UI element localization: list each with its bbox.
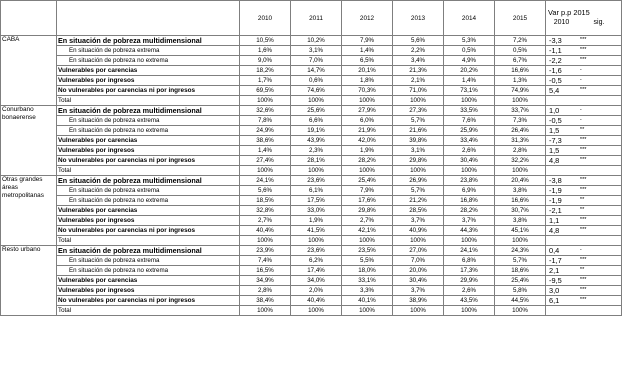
significance-cell: -	[577, 246, 622, 256]
significance-cell: ***	[577, 216, 622, 226]
value-cell: 3,7%	[444, 216, 495, 226]
variation-subheader	[546, 18, 621, 28]
value-cell: 38,4%	[240, 296, 291, 306]
value-cell: 9,0%	[240, 56, 291, 66]
value-cell: 0,5%	[444, 46, 495, 56]
table-row	[1, 236, 622, 246]
value-cell: 100%	[495, 166, 546, 176]
value-cell: 26,9%	[393, 176, 444, 186]
category-label: No vulnerables por carencias ni por ingresos	[57, 296, 240, 306]
significance-cell: ***	[577, 186, 622, 196]
variation-cell: -1,9	[546, 186, 577, 196]
value-cell: 21,6%	[393, 126, 444, 136]
value-cell: 2,0%	[291, 286, 342, 296]
value-cell: 33,0%	[291, 206, 342, 216]
value-cell: 2,6%	[444, 146, 495, 156]
value-cell: 24,3%	[495, 246, 546, 256]
value-cell: 1,6%	[240, 46, 291, 56]
significance-cell: ***	[577, 276, 622, 286]
value-cell: 45,1%	[495, 226, 546, 236]
table-row	[1, 46, 622, 56]
value-cell: 20,1%	[342, 66, 393, 76]
variation-base-year: 2010	[553, 19, 570, 26]
category-label: En situación de pobreza no extrema	[57, 196, 240, 206]
value-cell: 100%	[342, 236, 393, 246]
significance-cell: **	[577, 206, 622, 216]
category-label: Vulnerables por carencias	[57, 276, 240, 286]
category-label: Total	[57, 306, 240, 316]
category-label: Vulnerables por ingresos	[57, 286, 240, 296]
table-row	[1, 196, 622, 206]
value-cell: 7,0%	[291, 56, 342, 66]
significance-cell: ***	[577, 176, 622, 186]
category-label: Vulnerables por carencias	[57, 66, 240, 76]
header-blank-region	[1, 1, 57, 36]
header-year: 2013	[393, 1, 444, 36]
variation-cell: 3,0	[546, 286, 577, 296]
value-cell: 24,1%	[240, 176, 291, 186]
variation-cell: -0,5	[546, 76, 577, 86]
variation-cell: -7,3	[546, 136, 577, 146]
value-cell: 10,2%	[291, 36, 342, 46]
value-cell: 1,3%	[495, 76, 546, 86]
value-cell: 100%	[291, 236, 342, 246]
value-cell: 23,6%	[291, 176, 342, 186]
value-cell: 5,7%	[393, 186, 444, 196]
category-label: En situación de pobreza multidimensional	[57, 246, 240, 256]
table-row	[1, 296, 622, 306]
significance-cell: **	[577, 266, 622, 276]
category-label: En situación de pobreza no extrema	[57, 56, 240, 66]
value-cell: 27,3%	[393, 106, 444, 116]
header-year: 2014	[444, 1, 495, 36]
variation-cell: -9,5	[546, 276, 577, 286]
value-cell: 25,4%	[495, 276, 546, 286]
variation-header	[546, 1, 622, 36]
table-row	[1, 146, 622, 156]
value-cell: 2,7%	[240, 216, 291, 226]
value-cell: 70,3%	[342, 86, 393, 96]
variation-cell	[546, 166, 577, 176]
value-cell: 18,0%	[342, 266, 393, 276]
value-cell: 100%	[444, 306, 495, 316]
category-label: En situación de pobreza no extrema	[57, 266, 240, 276]
significance-cell: ***	[577, 156, 622, 166]
value-cell: 32,2%	[495, 156, 546, 166]
variation-cell: -1,6	[546, 66, 577, 76]
table-row	[1, 136, 622, 146]
table-row	[1, 256, 622, 266]
significance-cell	[577, 166, 622, 176]
value-cell: 100%	[495, 236, 546, 246]
value-cell: 100%	[495, 306, 546, 316]
value-cell: 7,4%	[240, 256, 291, 266]
table-row	[1, 66, 622, 76]
value-cell: 34,0%	[291, 276, 342, 286]
value-cell: 100%	[393, 96, 444, 106]
significance-cell: ***	[577, 146, 622, 156]
value-cell: 100%	[240, 306, 291, 316]
significance-cell: ***	[577, 36, 622, 46]
value-cell: 2,1%	[393, 76, 444, 86]
category-label: Vulnerables por ingresos	[57, 76, 240, 86]
value-cell: 33,7%	[495, 106, 546, 116]
value-cell: 30,7%	[495, 206, 546, 216]
value-cell: 100%	[342, 96, 393, 106]
header-row	[1, 1, 622, 36]
value-cell: 40,4%	[291, 296, 342, 306]
variation-cell: 1,5	[546, 146, 577, 156]
value-cell: 40,9%	[393, 226, 444, 236]
value-cell: 100%	[444, 96, 495, 106]
value-cell: 100%	[444, 166, 495, 176]
significance-label: sig.	[593, 19, 605, 26]
value-cell: 7,6%	[444, 116, 495, 126]
table-row	[1, 126, 622, 136]
value-cell: 100%	[393, 306, 444, 316]
variation-cell	[546, 96, 577, 106]
value-cell: 73,1%	[444, 86, 495, 96]
category-label: Total	[57, 166, 240, 176]
significance-cell: -	[577, 66, 622, 76]
value-cell: 1,4%	[240, 146, 291, 156]
value-cell: 43,5%	[444, 296, 495, 306]
variation-title: Var p.p 2015	[548, 8, 590, 17]
value-cell: 6,1%	[291, 186, 342, 196]
variation-cell: -0,5	[546, 116, 577, 126]
significance-cell: ***	[577, 226, 622, 236]
value-cell: 5,3%	[444, 36, 495, 46]
significance-cell: ***	[577, 286, 622, 296]
value-cell: 34,9%	[240, 276, 291, 286]
table-row	[1, 176, 622, 186]
value-cell: 19,1%	[291, 126, 342, 136]
value-cell: 44,3%	[444, 226, 495, 236]
significance-cell: ***	[577, 256, 622, 266]
table-row	[1, 86, 622, 96]
value-cell: 21,3%	[393, 66, 444, 76]
value-cell: 3,7%	[393, 216, 444, 226]
value-cell: 3,8%	[495, 216, 546, 226]
variation-cell: -1,9	[546, 196, 577, 206]
significance-cell	[577, 306, 622, 316]
value-cell: 4,9%	[444, 56, 495, 66]
value-cell: 5,7%	[495, 256, 546, 266]
value-cell: 6,0%	[342, 116, 393, 126]
variation-cell: -1,1	[546, 46, 577, 56]
value-cell: 32,8%	[240, 206, 291, 216]
value-cell: 100%	[240, 96, 291, 106]
region-name: CABA	[1, 36, 57, 106]
value-cell: 17,3%	[444, 266, 495, 276]
significance-cell: -	[577, 76, 622, 86]
variation-cell: -3,8	[546, 176, 577, 186]
value-cell: 2,3%	[291, 146, 342, 156]
value-cell: 100%	[342, 166, 393, 176]
value-cell: 5,7%	[393, 116, 444, 126]
value-cell: 2,7%	[342, 216, 393, 226]
variation-cell: -1,7	[546, 256, 577, 266]
value-cell: 42,1%	[342, 226, 393, 236]
value-cell: 29,9%	[444, 276, 495, 286]
table-row	[1, 76, 622, 86]
value-cell: 33,5%	[444, 106, 495, 116]
value-cell: 41,5%	[291, 226, 342, 236]
value-cell: 17,6%	[342, 196, 393, 206]
value-cell: 1,7%	[240, 76, 291, 86]
value-cell: 38,9%	[393, 296, 444, 306]
value-cell: 5,6%	[393, 36, 444, 46]
value-cell: 2,8%	[240, 286, 291, 296]
table-row	[1, 166, 622, 176]
value-cell: 7,8%	[240, 116, 291, 126]
value-cell: 28,5%	[393, 206, 444, 216]
significance-cell: ***	[577, 296, 622, 306]
category-label: Total	[57, 236, 240, 246]
value-cell: 28,2%	[444, 206, 495, 216]
variation-cell: 0,4	[546, 246, 577, 256]
value-cell: 21,2%	[393, 196, 444, 206]
value-cell: 7,0%	[393, 256, 444, 266]
significance-cell: ***	[577, 46, 622, 56]
value-cell: 21,9%	[342, 126, 393, 136]
header-year: 2012	[342, 1, 393, 36]
value-cell: 6,6%	[291, 116, 342, 126]
value-cell: 17,4%	[291, 266, 342, 276]
value-cell: 28,2%	[342, 156, 393, 166]
category-label: No vulnerables por carencias ni por ingresos	[57, 226, 240, 236]
header-year: 2015	[495, 1, 546, 36]
value-cell: 31,3%	[495, 136, 546, 146]
value-cell: 100%	[444, 236, 495, 246]
value-cell: 1,8%	[342, 76, 393, 86]
value-cell: 6,2%	[291, 256, 342, 266]
value-cell: 6,7%	[495, 56, 546, 66]
significance-cell	[577, 236, 622, 246]
significance-cell	[577, 96, 622, 106]
value-cell: 20,2%	[444, 66, 495, 76]
category-label: En situación de pobreza multidimensional	[57, 36, 240, 46]
significance-cell: ***	[577, 86, 622, 96]
table-row	[1, 36, 622, 46]
value-cell: 69,5%	[240, 86, 291, 96]
value-cell: 39,8%	[393, 136, 444, 146]
value-cell: 3,7%	[393, 286, 444, 296]
value-cell: 20,4%	[495, 176, 546, 186]
category-label: En situación de pobreza extrema	[57, 256, 240, 266]
value-cell: 100%	[291, 96, 342, 106]
value-cell: 6,5%	[342, 56, 393, 66]
category-label: En situación de pobreza extrema	[57, 116, 240, 126]
category-label: Total	[57, 96, 240, 106]
value-cell: 16,5%	[240, 266, 291, 276]
variation-cell: 4,8	[546, 226, 577, 236]
value-cell: 32,6%	[240, 106, 291, 116]
variation-cell: 2,1	[546, 266, 577, 276]
value-cell: 3,1%	[393, 146, 444, 156]
value-cell: 100%	[495, 96, 546, 106]
category-label: En situación de pobreza no extrema	[57, 126, 240, 136]
value-cell: 100%	[393, 236, 444, 246]
variation-cell: -3,3	[546, 36, 577, 46]
value-cell: 5,5%	[342, 256, 393, 266]
table-row	[1, 276, 622, 286]
value-cell: 40,1%	[342, 296, 393, 306]
value-cell: 1,4%	[444, 76, 495, 86]
header-year: 2011	[291, 1, 342, 36]
header-year: 2010	[240, 1, 291, 36]
value-cell: 23,5%	[342, 246, 393, 256]
value-cell: 25,4%	[342, 176, 393, 186]
value-cell: 100%	[393, 166, 444, 176]
region-name: Conurbano bonaerense	[1, 106, 57, 176]
significance-cell: ***	[577, 136, 622, 146]
variation-cell	[546, 306, 577, 316]
table-row	[1, 286, 622, 296]
value-cell: 38,6%	[240, 136, 291, 146]
value-cell: 6,8%	[444, 256, 495, 266]
value-cell: 1,9%	[342, 146, 393, 156]
value-cell: 18,5%	[240, 196, 291, 206]
value-cell: 7,9%	[342, 186, 393, 196]
variation-cell: 6,1	[546, 296, 577, 306]
value-cell: 29,8%	[393, 156, 444, 166]
significance-cell: **	[577, 126, 622, 136]
value-cell: 30,4%	[393, 276, 444, 286]
value-cell: 7,2%	[495, 36, 546, 46]
value-cell: 0,6%	[291, 76, 342, 86]
table-row	[1, 226, 622, 236]
value-cell: 100%	[291, 166, 342, 176]
table-row	[1, 216, 622, 226]
category-label: No vulnerables por carencias ni por ingresos	[57, 156, 240, 166]
table-row	[1, 206, 622, 216]
category-label: En situación de pobreza multidimensional	[57, 106, 240, 116]
value-cell: 7,9%	[342, 36, 393, 46]
table-row	[1, 156, 622, 166]
significance-cell: **	[577, 196, 622, 206]
value-cell: 30,4%	[444, 156, 495, 166]
category-label: Vulnerables por carencias	[57, 206, 240, 216]
category-label: En situación de pobreza extrema	[57, 186, 240, 196]
variation-cell: 1,0	[546, 106, 577, 116]
variation-cell: -2,2	[546, 56, 577, 66]
value-cell: 5,8%	[495, 286, 546, 296]
category-label: Vulnerables por ingresos	[57, 216, 240, 226]
value-cell: 29,8%	[342, 206, 393, 216]
value-cell: 18,2%	[240, 66, 291, 76]
value-cell: 20,0%	[393, 266, 444, 276]
value-cell: 16,6%	[495, 66, 546, 76]
value-cell: 100%	[240, 166, 291, 176]
value-cell: 7,3%	[495, 116, 546, 126]
significance-cell: -	[577, 116, 622, 126]
category-label: Vulnerables por carencias	[57, 136, 240, 146]
value-cell: 28,1%	[291, 156, 342, 166]
value-cell: 74,9%	[495, 86, 546, 96]
value-cell: 0,5%	[495, 46, 546, 56]
variation-cell: 1,1	[546, 216, 577, 226]
table-row	[1, 96, 622, 106]
region-name: Otras grandes áreas metropolitanas	[1, 176, 57, 246]
value-cell: 3,4%	[393, 56, 444, 66]
value-cell: 43,9%	[291, 136, 342, 146]
region-name: Resto urbano	[1, 246, 57, 316]
value-cell: 10,5%	[240, 36, 291, 46]
value-cell: 6,9%	[444, 186, 495, 196]
category-label: Vulnerables por ingresos	[57, 146, 240, 156]
significance-cell: -	[577, 106, 622, 116]
value-cell: 16,8%	[444, 196, 495, 206]
value-cell: 14,7%	[291, 66, 342, 76]
variation-cell: 5,4	[546, 86, 577, 96]
value-cell: 44,5%	[495, 296, 546, 306]
table-row	[1, 106, 622, 116]
value-cell: 24,9%	[240, 126, 291, 136]
significance-cell: ***	[577, 56, 622, 66]
category-label: En situación de pobreza multidimensional	[57, 176, 240, 186]
value-cell: 3,3%	[342, 286, 393, 296]
value-cell: 23,6%	[291, 246, 342, 256]
value-cell: 100%	[240, 236, 291, 246]
category-label: En situación de pobreza extrema	[57, 46, 240, 56]
value-cell: 42,0%	[342, 136, 393, 146]
category-label: No vulnerables por carencias ni por ingresos	[57, 86, 240, 96]
value-cell: 23,8%	[444, 176, 495, 186]
value-cell: 24,1%	[444, 246, 495, 256]
value-cell: 1,9%	[291, 216, 342, 226]
value-cell: 74,6%	[291, 86, 342, 96]
value-cell: 27,9%	[342, 106, 393, 116]
value-cell: 25,6%	[291, 106, 342, 116]
value-cell: 2,8%	[495, 146, 546, 156]
value-cell: 33,1%	[342, 276, 393, 286]
value-cell: 2,6%	[444, 286, 495, 296]
variation-cell: -2,1	[546, 206, 577, 216]
variation-cell: 1,5	[546, 126, 577, 136]
table-row	[1, 306, 622, 316]
value-cell: 100%	[342, 306, 393, 316]
value-cell: 100%	[291, 306, 342, 316]
table-row	[1, 56, 622, 66]
value-cell: 3,1%	[291, 46, 342, 56]
value-cell: 18,6%	[495, 266, 546, 276]
value-cell: 27,4%	[240, 156, 291, 166]
value-cell: 71,0%	[393, 86, 444, 96]
table-row	[1, 246, 622, 256]
value-cell: 23,9%	[240, 246, 291, 256]
value-cell: 17,5%	[291, 196, 342, 206]
value-cell: 3,8%	[495, 186, 546, 196]
variation-cell: 4,8	[546, 156, 577, 166]
table-row	[1, 186, 622, 196]
value-cell: 25,9%	[444, 126, 495, 136]
value-cell: 2,2%	[393, 46, 444, 56]
value-cell: 27,0%	[393, 246, 444, 256]
header-blank-category	[57, 1, 240, 36]
variation-cell	[546, 236, 577, 246]
value-cell: 5,6%	[240, 186, 291, 196]
value-cell: 33,4%	[444, 136, 495, 146]
table-row	[1, 116, 622, 126]
table-row	[1, 266, 622, 276]
value-cell: 1,4%	[342, 46, 393, 56]
value-cell: 26,4%	[495, 126, 546, 136]
value-cell: 16,6%	[495, 196, 546, 206]
value-cell: 40,4%	[240, 226, 291, 236]
